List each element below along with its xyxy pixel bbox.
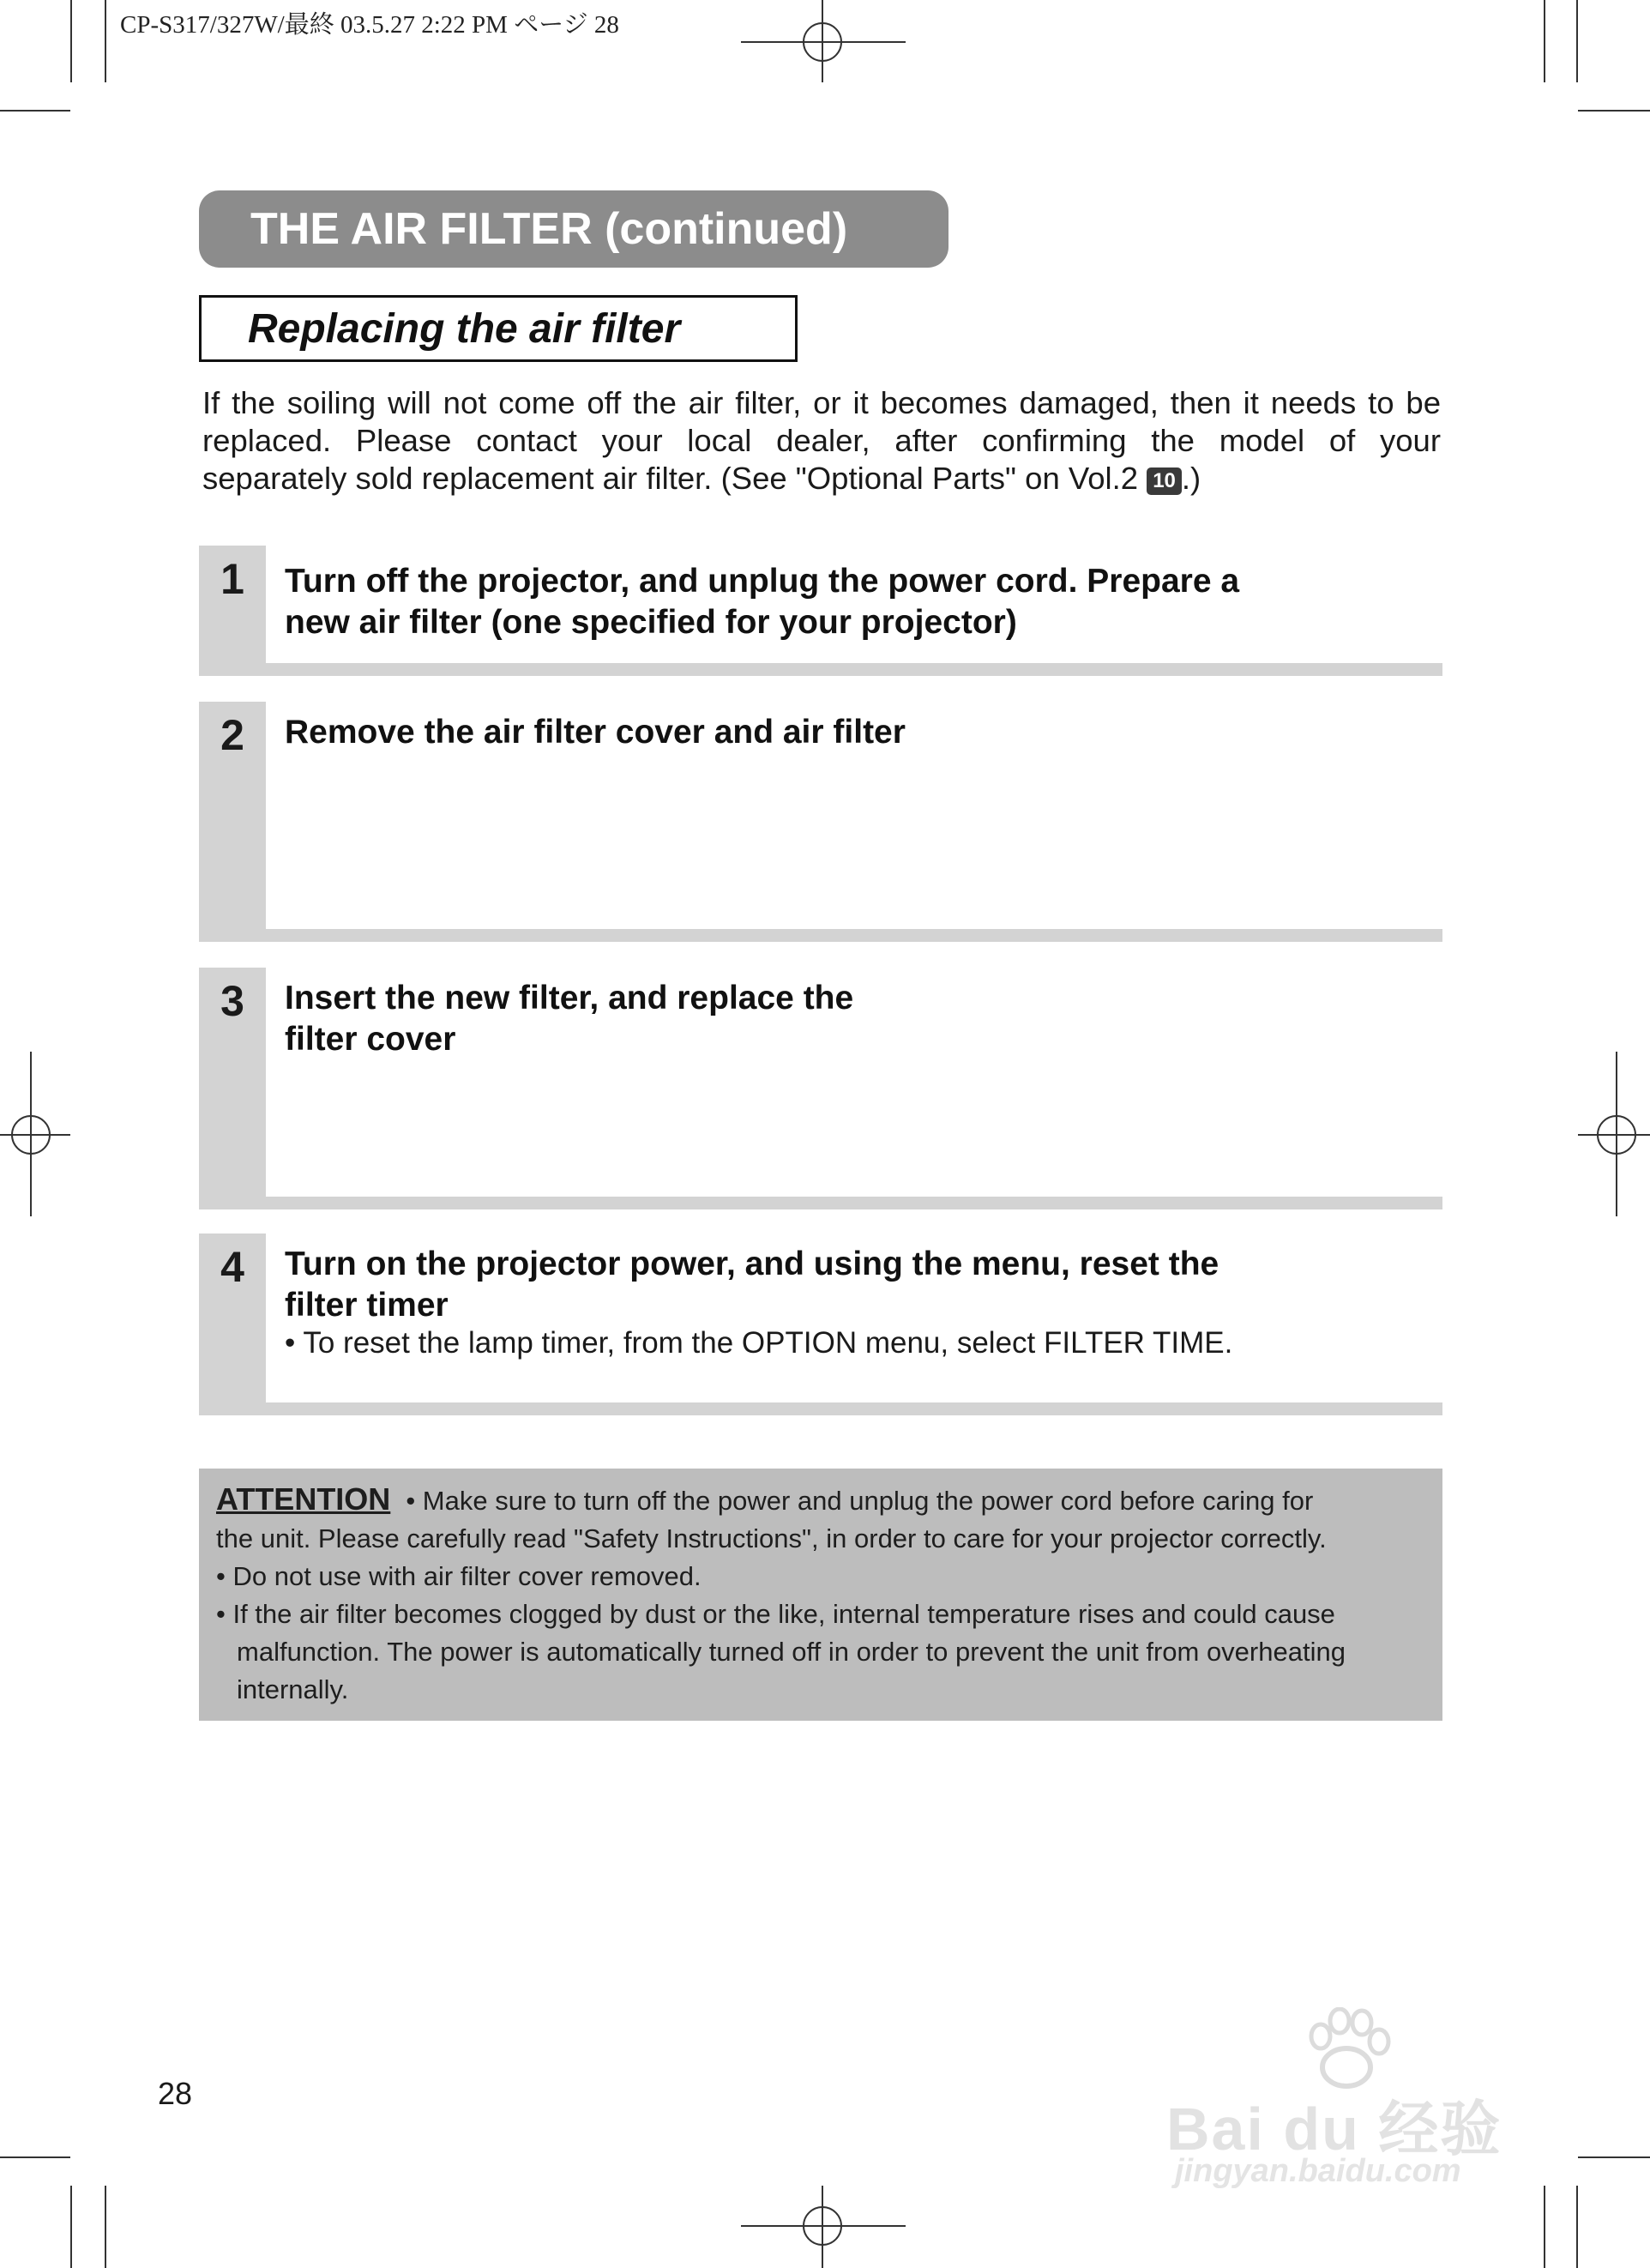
subsection-title: Replacing the air filter xyxy=(248,305,681,352)
attention-line: • Do not use with air filter cover removed. xyxy=(216,1561,702,1591)
step-title-line: Insert the new filter, and replace the xyxy=(285,980,854,1016)
intro-line: If the soiling will not come off the air filter, or it becomes damaged, then it needs to be xyxy=(202,385,1441,420)
step-title-line: Turn on the projector power, and using the menu, reset the xyxy=(285,1246,1219,1282)
step-title-line: new air filter (one specified for your projector) xyxy=(285,604,1017,641)
step-number: 1 xyxy=(220,555,244,603)
baidu-watermark xyxy=(1166,2007,1544,2205)
attention-line: malfunction. The power is automatically turned off in order to prevent the unit from overheating xyxy=(237,1637,1346,1667)
attention-label: ATTENTION xyxy=(216,1481,391,1517)
page-number: 28 xyxy=(158,2076,193,2111)
step-title xyxy=(285,712,906,753)
attention-box xyxy=(199,1469,1442,1721)
step-1 xyxy=(199,546,1442,676)
step-number: 3 xyxy=(220,977,244,1025)
step-title xyxy=(285,978,853,1060)
step-title-line: Turn off the projector, and unplug the power cord. Prepare a xyxy=(285,563,1240,600)
attention-line: • If the air filter becomes clogged by dust or the like, internal temperature rises and could cause xyxy=(216,1599,1335,1629)
step-4 xyxy=(199,1234,1442,1415)
step-title-line: filter cover xyxy=(285,1021,456,1058)
step-number: 2 xyxy=(220,711,244,759)
subtitle-box xyxy=(199,295,798,362)
section-title-banner xyxy=(199,190,948,268)
intro-line-last xyxy=(202,460,1441,498)
attention-line xyxy=(216,1481,1425,1520)
step-3 xyxy=(199,968,1442,1209)
step-note: • To reset the lamp timer, from the OPTION menu, select FILTER TIME. xyxy=(285,1326,1233,1360)
attention-line: the unit. Please carefully read "Safety Instructions", in order to care for your projector correctly. xyxy=(216,1523,1327,1553)
intro-text-end: .) xyxy=(1181,461,1201,496)
page-title: THE AIR FILTER (continued) xyxy=(250,204,848,254)
watermark-brand: Bai du 经验 xyxy=(1166,2096,1502,2162)
step-title xyxy=(285,561,1239,643)
print-header: CP-S317/327W/最終 03.5.27 2:22 PM ページ 28 xyxy=(120,11,619,39)
attention-text: • Make sure to turn off the power and unplug the power cord before caring for xyxy=(406,1486,1314,1516)
intro-paragraph xyxy=(202,384,1441,498)
intro-text: separately sold replacement air filter. (See "Optional Parts" on Vol.2 xyxy=(202,461,1147,496)
page-reference-badge: 10 xyxy=(1147,467,1182,495)
step-title-line: filter timer xyxy=(285,1287,449,1324)
paw-logo-icon xyxy=(1295,2007,1398,2093)
step-2 xyxy=(199,702,1442,942)
step-title-line: Remove the air filter cover and air filter xyxy=(285,714,906,751)
step-number: 4 xyxy=(220,1243,244,1291)
attention-line: internally. xyxy=(237,1674,349,1704)
watermark-url: jingyan.baidu.com xyxy=(1175,2153,1461,2189)
intro-line: replaced. Please contact your local dealer, after confirming the model of your xyxy=(202,423,1441,458)
step-title xyxy=(285,1244,1219,1326)
